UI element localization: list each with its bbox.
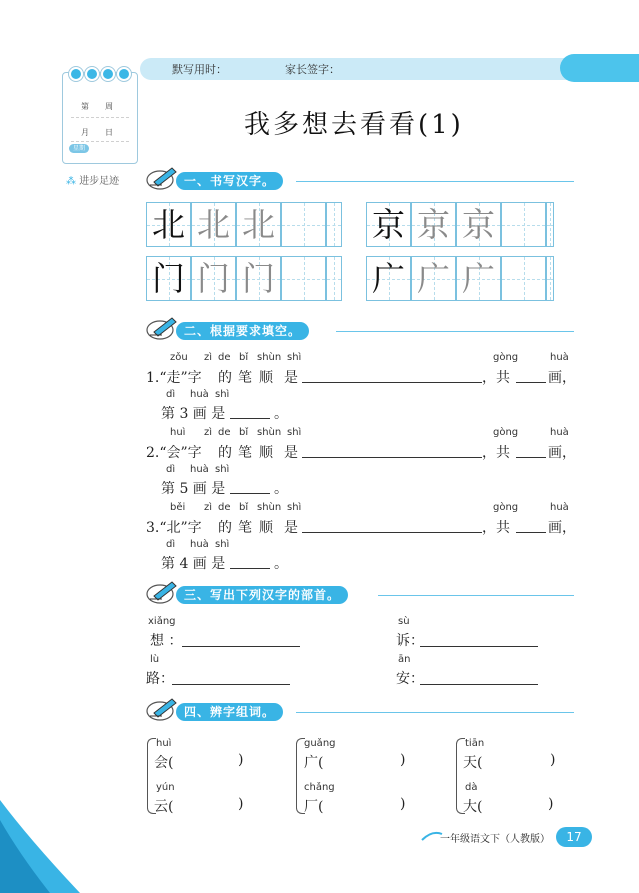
ring-icon [101,67,115,81]
section-header-3 [146,586,574,604]
pinyin: huà [190,389,209,400]
pair-word: 会( [154,755,174,771]
pinyin: huà [550,502,569,513]
section-header-4 [146,703,574,721]
pair-word: 大( [463,799,483,815]
grid-char: 广 [417,259,450,298]
section-title: 三、写出下列汉字的部首。 [176,586,348,604]
pinyin: tiān [465,738,485,749]
pinyin: shùn [257,427,282,438]
pinyin: zǒu [170,352,188,363]
pair-word: 云( [154,799,174,815]
grid-char: 北 [197,205,230,244]
pinyin: huà [190,464,209,475]
section-title: 二、根据要求填空。 [176,322,309,340]
weekday-badge: 星期 [69,144,89,153]
question-text: 顺 [259,445,273,461]
question-text: 。 [274,406,288,422]
question-text: ，共 [482,445,510,461]
question-text: 是 [284,370,298,386]
footprint-icon: ⁂ [66,176,80,187]
pinyin: de [218,352,231,363]
pinyin: huà [550,427,569,438]
pinyin: shì [287,502,302,513]
pinyin: shì [287,352,302,363]
page-title: 我多想去看看(1) [244,110,464,140]
answer-blank[interactable] [172,684,290,685]
pinyin: huà [550,352,569,363]
blank-grid[interactable] [281,202,326,247]
answer-blank[interactable] [420,684,538,685]
pinyin: lù [150,654,160,665]
pinyin: dà [465,782,478,793]
question-text: 顺 [259,370,273,386]
pair-word: ) [238,752,244,768]
question-text: 笔 [238,520,252,536]
ring-icon [117,67,131,81]
question-text: 第 3 画 是 [161,406,226,422]
pair-word: 天( [463,755,483,771]
pinyin: gòng [493,502,519,513]
pinyin: guǎng [304,738,336,749]
blank-grid[interactable] [326,202,342,247]
pinyin: zì [204,502,213,513]
answer-blank[interactable] [230,493,270,494]
section-rule [296,712,574,713]
pencil-icon [146,578,180,606]
page-number: 17 [556,827,592,847]
question-text: 2.“会”字 [146,445,202,461]
answer-blank[interactable] [302,532,482,533]
grid-char: 门 [242,259,275,298]
question-text: 顺 [259,520,273,536]
pinyin: gòng [493,427,519,438]
grid-char: 门 [197,259,230,298]
question-text: 的 [218,370,232,386]
answer-blank[interactable] [182,646,300,647]
pinyin: xiǎng [148,616,176,627]
corner-decoration [0,800,80,893]
pinyin: shùn [257,352,282,363]
answer-blank[interactable] [516,382,546,383]
section-header-2 [146,322,574,340]
pinyin: shùn [257,502,282,513]
radical-item: 路： [146,671,174,687]
pinyin: shì [215,389,230,400]
pinyin: ān [398,654,411,665]
blank-grid[interactable] [546,202,554,247]
pair-word: 厂( [304,799,324,815]
question-text: 画， [548,445,576,461]
question-text: 3.“北”字 [146,520,202,536]
divider [71,141,129,142]
question-text: 第 4 画 是 [161,556,226,572]
section-header-1 [146,172,574,190]
answer-blank[interactable] [420,646,538,647]
pinyin: de [218,427,231,438]
pinyin: zì [204,427,213,438]
top-bar-accent [560,54,639,82]
pair-word: 广( [304,755,324,771]
progress-label: ⁂ 进步足迹 [66,176,120,187]
question-text: 。 [274,481,288,497]
question-text: 1.“走”字 [146,370,202,386]
question-text: 第 5 画 是 [161,481,226,497]
pinyin: dì [166,539,176,550]
grid-char: 北 [152,205,185,244]
pencil-icon [146,314,180,342]
pencil-icon [146,695,180,723]
section-title: 一、书写汉字。 [176,172,283,190]
pinyin: chǎng [304,782,335,793]
grid-char: 门 [152,259,185,298]
calendar-card [62,72,138,164]
question-text: 是 [284,445,298,461]
pinyin: shì [215,464,230,475]
pinyin: shì [287,427,302,438]
grid-char: 广 [372,259,405,298]
question-text: 。 [274,556,288,572]
answer-blank[interactable] [302,382,482,383]
week-label: 第 周 [81,102,113,111]
pair-word: ) [548,796,554,812]
pinyin: yún [156,782,175,793]
question-text: 的 [218,520,232,536]
pair-word: ) [400,752,406,768]
pinyin: sù [398,616,410,627]
ring-icon [69,67,83,81]
pinyin: bǐ [239,502,249,513]
pinyin: huì [156,738,172,749]
pinyin: gòng [493,352,519,363]
grid-char: 京 [372,205,405,244]
pinyin: zì [204,352,213,363]
grid-char: 北 [242,205,275,244]
question-text: ，共 [482,520,510,536]
parent-signature-label: 家长签字： [285,63,340,76]
blank-grid[interactable] [281,256,326,301]
section-rule [296,181,574,182]
question-text: 的 [218,445,232,461]
question-text: 是 [284,520,298,536]
time-label: 默写用时： [172,63,227,76]
answer-blank[interactable] [302,457,482,458]
radical-item: 安： [396,671,424,687]
grid-char: 京 [417,205,450,244]
pinyin: huà [190,539,209,550]
question-text: 画， [548,520,576,536]
radical-item: 想 ： [150,633,183,649]
pair-word: ) [550,752,556,768]
pinyin: huì [170,427,186,438]
answer-blank[interactable] [516,532,546,533]
pinyin: běi [170,502,186,513]
question-text: 画， [548,370,576,386]
pair-word: ) [400,796,406,812]
blank-grid[interactable] [501,256,546,301]
pinyin: de [218,502,231,513]
date-label: 月 日 [81,128,113,137]
pencil-icon [146,164,180,192]
grid-char: 京 [462,205,495,244]
answer-blank[interactable] [230,568,270,569]
answer-blank[interactable] [230,418,270,419]
blank-grid[interactable] [326,256,342,301]
section-rule [336,331,574,332]
pinyin: bǐ [239,427,249,438]
question-text: 笔 [238,445,252,461]
section-rule [378,595,574,596]
blank-grid[interactable] [546,256,554,301]
pinyin: dì [166,464,176,475]
pinyin: shì [215,539,230,550]
divider [71,117,129,118]
pinyin: dì [166,389,176,400]
ring-icon [85,67,99,81]
question-text: ，共 [482,370,510,386]
pinyin: bǐ [239,352,249,363]
radical-item: 诉： [396,633,424,649]
section-title: 四、辨字组词。 [176,703,283,721]
blank-grid[interactable] [501,202,546,247]
pair-word: ) [238,796,244,812]
book-title: 一年级语文下（人教版） [440,834,550,845]
grid-char: 广 [462,259,495,298]
answer-blank[interactable] [516,457,546,458]
question-text: 笔 [238,370,252,386]
